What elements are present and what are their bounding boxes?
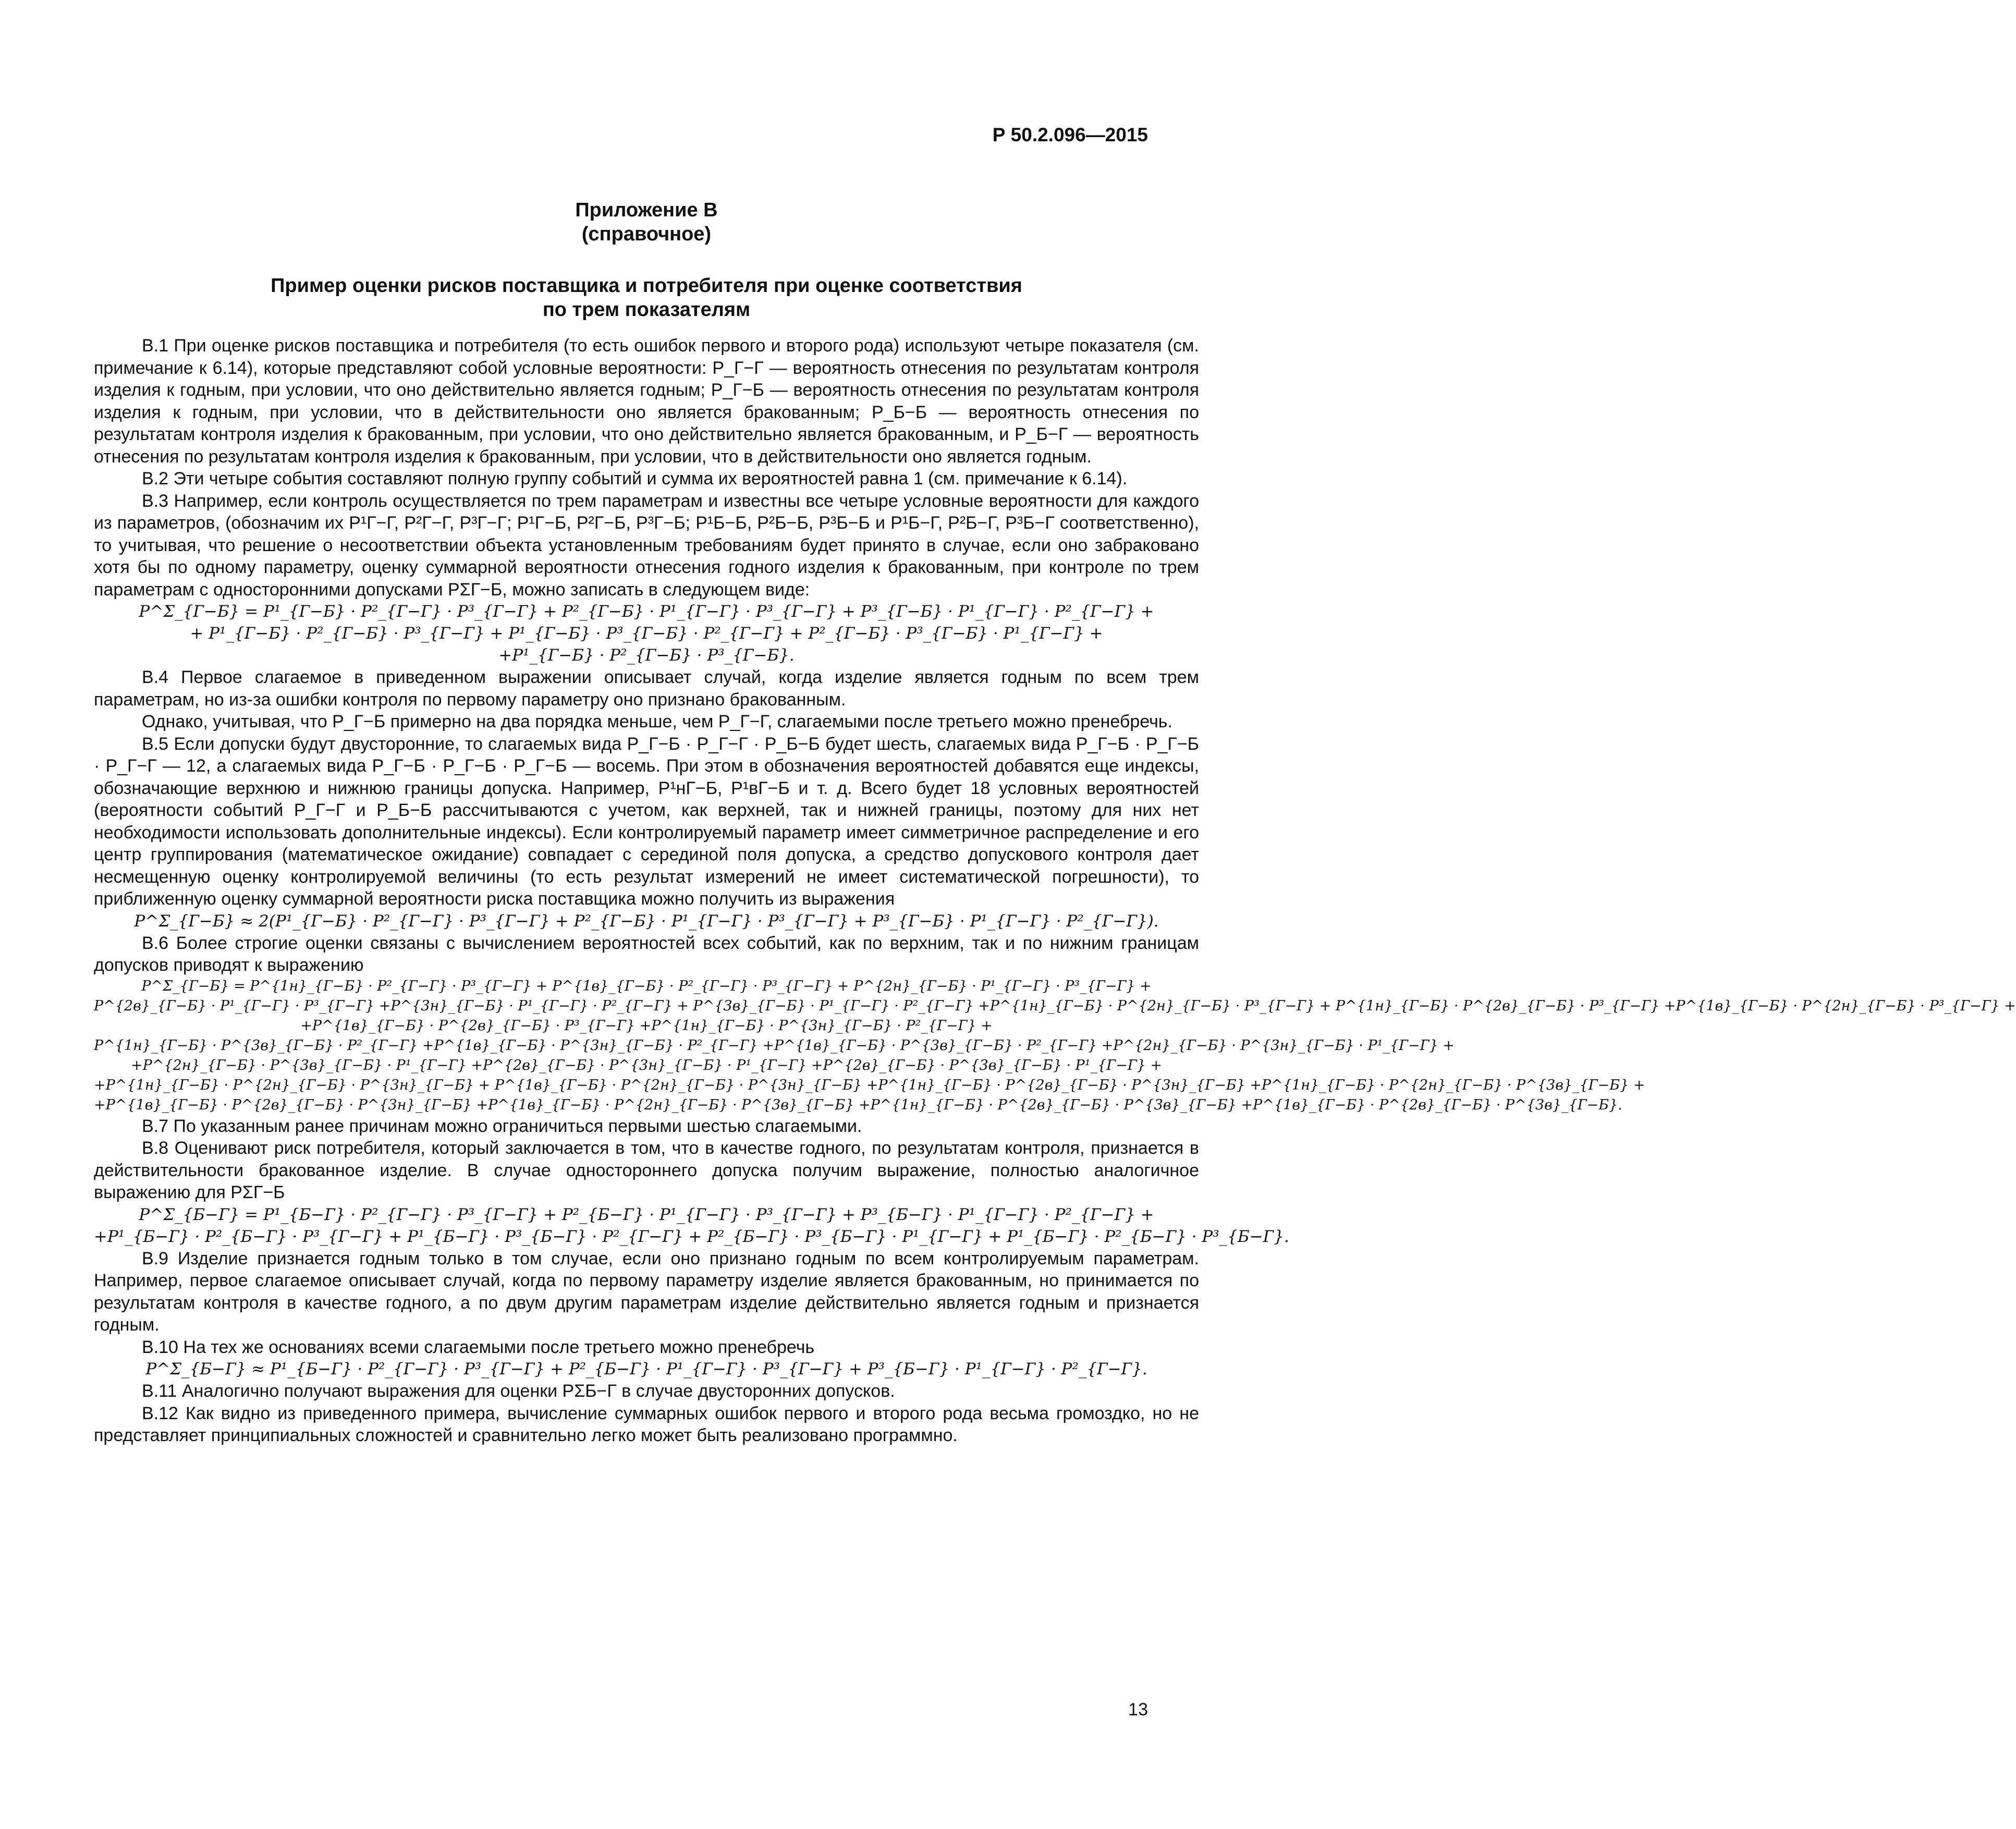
formula-f3-line: P^{2в}_{Г−Б} · P¹_{Г−Г} · P³_{Г−Г} +P^{3н}_{Г−Б} · P¹_{Г−Г} · P²_{Г−Г} + P^{3в}_{Г−Б} · P¹_{Г−Г} · P²_{Г−Г} +P^{1н}_{Г−Б} · P^{2н}_{Г−Б} · P³_{Г−Г} + P^{1н}_{Г−Б} · P^{2в}_{Г−Б} · P³_{Г−Г} +P^{1в}_{Г−Б} · P^{2н}_{Г−Б} · P³_{Г−Г} + — [94, 997, 2016, 1014]
formula-f5-line: P^Σ_{Б−Г} ≈ P¹_{Б−Г} · P²_{Г−Г} · P³_{Г−Г} + P²_{Б−Г} · P¹_{Г−Г} · P³_{Г−Г} + P³_{Б−Г} · P¹_{Г−Г} · P²_{Г−Г}. — [145, 1360, 1147, 1379]
formula-f3-line: +P^{2н}_{Г−Б} · P^{3в}_{Г−Б} · P¹_{Г−Г} +P^{2в}_{Г−Б} · P^{3н}_{Г−Б} · P¹_{Г−Г} +P^{2в}_{Г−Б} · P^{3в}_{Г−Б} · P¹_{Г−Г} + — [131, 1057, 1162, 1074]
heading-line-2: по трем показателям — [542, 299, 751, 321]
formula-f3-line: +P^{1н}_{Г−Б} · P^{2н}_{Г−Б} · P^{3н}_{Г−Б} + P^{1в}_{Г−Б} · P^{2н}_{Г−Б} · P^{3н}_{Г−Б} +P^{1н}_{Г−Б} · P^{2в}_{Г−Б} · P^{3н}_{Г−Б} +P^{1н}_{Г−Б} · P^{2н}_{Г−Б} · P^{3в}_{Г−Б} + — [94, 1077, 1645, 1093]
paragraph-b2: В.2 Эти четыре события составляют полную группу событий и сумма их вероятностей равна 1 (см. примечание к 6.14). — [142, 469, 1128, 489]
formula-f1 — [94, 601, 1199, 666]
paragraph-b4: В.4 Первое слагаемое в приведенном выражении описывает случай, когда изделие является годным по всем трем параметрам, но из-за ошибки контроля по первому параметру оно признано бракованным. — [94, 667, 1199, 710]
paragraph-b7: В.7 По указанным ранее причинам можно ограничиться первыми шестью слагаемыми. — [142, 1116, 862, 1136]
heading-line-1: Пример оценки рисков поставщика и потребителя при оценке соответствия — [271, 275, 1022, 297]
formula-f4-line: +P¹_{Б−Г} · P²_{Б−Г} · P³_{Г−Г} + P¹_{Б−Г} · P³_{Б−Г} · P²_{Г−Г} + P²_{Б−Г} · P³_{Б−Г} · P¹_{Г−Г} + P¹_{Б−Г} · P²_{Б−Г} · P³_{Б−Г}. — [94, 1227, 1289, 1246]
formula-f3-line: P^Σ_{Г−Б} = P^{1н}_{Г−Б} · P²_{Г−Г} · P³_{Г−Г} + P^{1в}_{Г−Б} · P²_{Г−Г} · P³_{Г−Г} + P^{2н}_{Г−Б} · P¹_{Г−Г} · P³_{Г−Г} + — [141, 978, 1152, 994]
paragraph-b1: В.1 При оценке рисков поставщика и потребителя (то есть ошибок первого и второго рода) используют четыре показателя (см. примечание к 6.14), которые представляют собой условные вероятности: P_Г−Г — вероятность отнесения по результатам контроля изделия к годным, при условии, что оно действительно является годным; P_Г−Б — вероятность отнесения по результатам контроля изделия к годным, при условии, что в действительности оно является бракованным; P_Б−Б — вероятность отнесения по результатам контроля изделия к бракованным, при условии, что оно действительно является бракованным, и P_Б−Г — вероятность отнесения по результатам контроля изделия к бракованным, при условии, что в действительности оно является годным. — [94, 336, 1199, 467]
formula-f3-line: +P^{1в}_{Г−Б} · P^{2в}_{Г−Б} · P³_{Г−Г} +P^{1н}_{Г−Б} · P^{3н}_{Г−Б} · P²_{Г−Г} + — [300, 1017, 993, 1034]
paragraph-b4a: Однако, учитывая, что P_Г−Б примерно на два порядка меньше, чем P_Г−Г, слагаемыми после третьего можно пренебречь. — [142, 712, 1172, 731]
paragraph-b6: В.6 Более строгие оценки связаны с вычислением вероятностей всех событий, как по верхним, так и по нижним границам допусков приводят к выражению — [94, 933, 1199, 975]
formula-f2-line: P^Σ_{Г−Б} ≈ 2(P¹_{Г−Б} · P²_{Г−Г} · P³_{Г−Г} + P²_{Г−Б} · P¹_{Г−Г} · P³_{Г−Г} + P³_{Г−Б} · P¹_{Г−Г} · P²_{Г−Г}). — [134, 911, 1159, 931]
formula-f1-line: P^Σ_{Г−Б} = P¹_{Г−Б} · P²_{Г−Г} · P³_{Г−Г} + P²_{Г−Б} · P¹_{Г−Г} · P³_{Г−Г} + P³_{Г−Б} · P¹_{Г−Г} · P²_{Г−Г} + — [139, 602, 1154, 621]
appendix-heading — [94, 274, 1199, 322]
paragraph-b11: В.11 Аналогично получают выражения для оценки PΣБ−Г в случае двусторонних допусков. — [142, 1381, 895, 1401]
appendix-title-block — [94, 198, 1199, 246]
formula-f2 — [94, 910, 1199, 932]
formula-f3 — [94, 977, 2016, 1115]
formula-f5 — [94, 1358, 1199, 1380]
paragraph-b9: В.9 Изделие признается годным только в том случае, если оно признано годным по всем контролируемым параметрам. Например, первое слагаемое описывает случай, когда по первому параметру изделие является бракованным, но принимается по результатам контроля в качестве годного, а по двум другим параметрам изделие действительно является годным и признается годным. — [94, 1248, 1199, 1335]
appendix-title: Приложение В — [575, 199, 718, 221]
paragraph-b8: В.8 Оценивают риск потребителя, который заключается в том, что в качестве годного, по результатам контроля, признается в действительности бракованное изделие. В случае одностороннего допуска получим выражение, полностью аналогичное выражению для PΣГ−Б — [94, 1138, 1199, 1202]
appendix-subtitle: (справочное) — [581, 223, 712, 245]
standard-number: Р 50.2.096—2015 — [992, 124, 1148, 145]
formula-f3-line: +P^{1в}_{Г−Б} · P^{2в}_{Г−Б} · P^{3н}_{Г−Б} +P^{1в}_{Г−Б} · P^{2н}_{Г−Б} · P^{3в}_{Г−Б} +P^{1н}_{Г−Б} · P^{2в}_{Г−Б} · P^{3в}_{Г−Б} +P^{1в}_{Г−Б} · P^{2в}_{Г−Б} · P^{3в}_{Г−Б}. — [94, 1096, 1622, 1113]
paragraph-b5: В.5 Если допуски будут двусторонние, то слагаемых вида P_Г−Б · P_Г−Г · P_Б−Б будет шесть, слагаемых вида P_Г−Б · P_Г−Б · P_Г−Г — 12, а слагаемых вида P_Г−Б · P_Г−Б · P_Г−Б — восемь. При этом в обозначения вероятностей добавятся еще индексы, обозначающие верхнюю и нижнюю границы допуска. Например, P¹нГ−Б, P¹вГ−Б и т. д. Всего будет 18 условных вероятностей (вероятности событий P_Г−Г и P_Б−Б рассчитываются с учетом, как верхней, так и нижней границы, поэтому для них нет необходимости использовать дополнительные индексы). Если контролируемый параметр имеет симметричное распределение и его центр группирования (математическое ожидание) совпадает с серединой поля допуска, а средство допускового контроля дает несмещенную оценку контролируемой величины (то есть результат измерений не имеет систематической погрешности), то приближенную оценку суммарной вероятности риска поставщика можно получить из выражения — [94, 734, 1199, 909]
formula-f1-line: + P¹_{Г−Б} · P²_{Г−Б} · P³_{Г−Г} + P¹_{Г−Б} · P³_{Г−Б} · P²_{Г−Г} + P²_{Г−Б} · P³_{Г−Б} · P¹_{Г−Г} + — [190, 624, 1103, 643]
formula-f4-line: P^Σ_{Б−Г} = P¹_{Б−Г} · P²_{Г−Г} · P³_{Г−Г} + P²_{Б−Г} · P¹_{Г−Г} · P³_{Г−Г} + P³_{Б−Г} · P¹_{Г−Г} · P²_{Г−Г} + — [139, 1205, 1154, 1224]
paragraph-b12: В.12 Как видно из приведенного примера, вычисление суммарных ошибок первого и второго рода весьма громоздко, но не представляет принципиальных сложностей и сравнительно легко может быть реализовано программно. — [94, 1403, 1199, 1445]
formula-f1-line: +P¹_{Г−Б} · P²_{Г−Б} · P³_{Г−Б}. — [498, 646, 795, 665]
formula-f4 — [94, 1204, 1289, 1248]
paragraph-b10: В.10 На тех же основаниях всеми слагаемыми после третьего можно пренебречь — [142, 1337, 815, 1357]
appendix-body — [94, 335, 2016, 1447]
paragraph-b3: В.3 Например, если контроль осуществляется по трем параметрам и известны все четыре условные вероятности для каждого из параметров, (обозначим их P¹Г−Г, P²Г−Г, P³Г−Г; P¹Г−Б, P²Г−Б, P³Г−Б; P¹Б−Б, P²Б−Б, P³Б−Б и P¹Б−Г, P²Б−Г, P³Б−Г соответственно), то учитывая, что решение о несоответствии объекта установленным требованиям будет принято в случае, если оно забраковано хотя бы по одному параметру, оценку суммарной вероятности отнесения годного изделия к бракованным, при контроле по трем параметрам с односторонними допусками PΣГ−Б, можно записать в следующем виде: — [94, 491, 1199, 600]
formula-f3-line: P^{1н}_{Г−Б} · P^{3в}_{Г−Б} · P²_{Г−Г} +P^{1в}_{Г−Б} · P^{3н}_{Г−Б} · P²_{Г−Г} +P^{1в}_{Г−Б} · P^{3в}_{Г−Б} · P²_{Г−Г} +P^{2н}_{Г−Б} · P^{3н}_{Г−Б} · P¹_{Г−Г} + — [94, 1037, 1455, 1054]
page-number: 13 — [1128, 1700, 1148, 1720]
